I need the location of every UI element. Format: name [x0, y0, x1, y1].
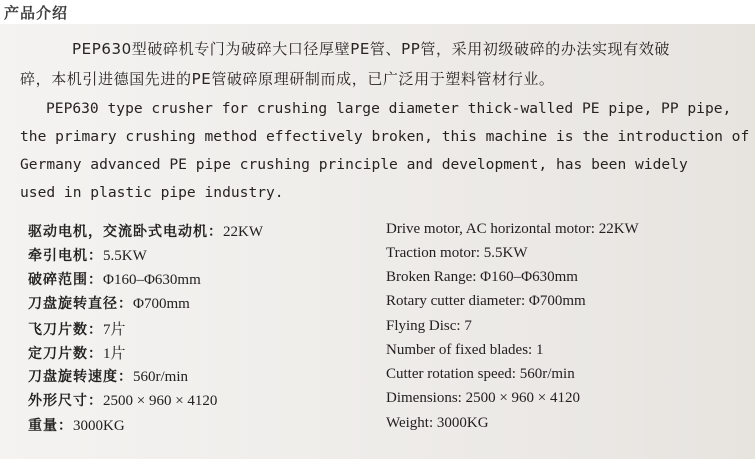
- spec-cn-label: 定刀片数：: [28, 346, 103, 362]
- spec-en-dimensions: Dimensions: 2500 × 960 × 4120: [386, 390, 581, 406]
- spec-cn-value: 22KW: [223, 224, 263, 240]
- spec-en-broken-range: Broken Range: Φ160–Φ630mm: [386, 269, 578, 285]
- spec-en-cutter-diameter: Rotary cutter diameter: Φ700mm: [386, 293, 586, 309]
- product-description-panel: [0, 24, 755, 459]
- spec-cn-label: 牵引电机：: [28, 248, 103, 264]
- spec-cn-weight: [28, 415, 125, 435]
- spec-cn-label: 外形尺寸：: [28, 393, 103, 409]
- spec-cn-dimensions: [28, 390, 217, 410]
- spec-cn-flying-disc: [28, 318, 126, 339]
- spec-cn-value: 1片: [103, 346, 126, 362]
- spec-en-flying-disc: Flying Disc: 7: [386, 318, 472, 334]
- spec-cn-value: 560r/min: [133, 369, 188, 385]
- spec-cn-label: 重量：: [28, 418, 73, 434]
- cn-description-line-1: PEP630型破碎机专门为破碎大口径厚壁PE管、PP管，采用初级破碎的办法实现有效破: [72, 40, 671, 58]
- spec-cn-value: 2500 × 960 × 4120: [103, 393, 218, 409]
- spec-cn-label: 飞刀片数：: [28, 322, 103, 338]
- spec-cn-cutter-diameter: [28, 293, 190, 313]
- spec-cn-broken-range: [28, 269, 201, 289]
- spec-cn-value: 5.5KW: [103, 248, 147, 264]
- spec-en-rotation-speed: Cutter rotation speed: 560r/min: [386, 366, 575, 382]
- spec-cn-value: 3000KG: [73, 418, 125, 434]
- en-description-line-3: Germany advanced PE pipe crushing principle and development, has been widely: [20, 156, 688, 173]
- spec-cn-value: Φ160–Φ630mm: [103, 272, 201, 288]
- spec-cn-label: 驱动电机，交流卧式电动机：: [28, 224, 223, 240]
- spec-en-drive-motor: Drive motor, AC horizontal motor: 22KW: [386, 221, 639, 237]
- spec-cn-label: 刀盘旋转速度：: [28, 369, 133, 385]
- spec-cn-value: Φ700mm: [133, 296, 190, 312]
- spec-cn-label: 刀盘旋转直径：: [28, 296, 133, 312]
- cn-description-line-2: 碎，本机引进德国先进的PE管破碎原理研制而成，已广泛用于塑料管材行业。: [20, 70, 555, 88]
- spec-cn-fixed-blades: [28, 342, 126, 363]
- spec-cn-rotation-speed: [28, 366, 188, 386]
- en-description-line-2: the primary crushing method effectively broken, this machine is the introduction of: [20, 128, 750, 145]
- spec-cn-value: 7片: [103, 322, 126, 338]
- en-description-line-1: PEP630 type crusher for crushing large diameter thick-walled PE pipe, PP pipe,: [46, 100, 732, 117]
- spec-cn-drive-motor: [28, 221, 263, 241]
- spec-en-fixed-blades: Number of fixed blades: 1: [386, 342, 544, 358]
- spec-en-traction-motor: Traction motor: 5.5KW: [386, 245, 528, 261]
- spec-en-weight: Weight: 3000KG: [386, 415, 489, 431]
- section-heading: 产品介绍: [4, 4, 69, 22]
- en-description-line-4: used in plastic pipe industry.: [20, 184, 284, 201]
- spec-cn-traction-motor: [28, 245, 147, 265]
- spec-cn-label: 破碎范围：: [28, 272, 103, 288]
